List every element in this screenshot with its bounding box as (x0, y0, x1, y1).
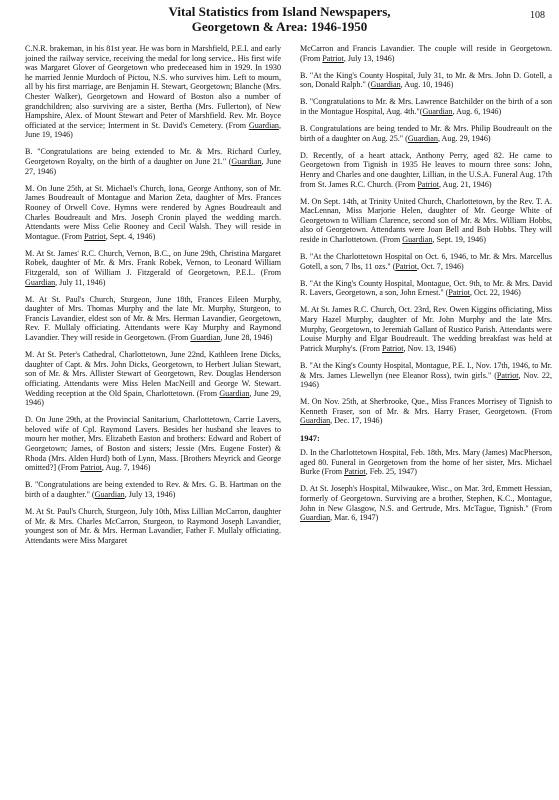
record-entry (25, 147, 281, 176)
entry-text: B. "Congratulations are being extended to Mr. & Mrs. Richard Curley, Georgetown Royalty, on the birth of a daughter on June 21." ( (25, 147, 281, 167)
entry-text: B. "At the King's County Hospital, Montague, P.E. I., Nov. 17th, 1946, to Mr. & Mrs. James Llewellyn (nee Eleanor Ross), twin girls." ( (300, 360, 552, 380)
entry-text: McCarron and Francis Lavandier. The couple will reside in Georgetown. (From (300, 44, 552, 63)
entry-text: M. At St. James' R.C. Church, Vernon, B.C., on June 29th, Christina Margaret Robek, daughter of Mr. & Mrs. Frank Robek, Vernon, to Leonard William Fitzgerald, son of William J. Fitzgerald of Georgetown, P.E.I.. (From (25, 248, 281, 277)
record-entry (300, 124, 552, 143)
source-date: , June 29, 1946) (25, 388, 281, 408)
source-date: , Oct. 22, 1946) (469, 288, 521, 298)
record-entry (300, 279, 552, 298)
source-newspaper: Guardian (219, 388, 250, 398)
source-date: , Aug. 6, 1946) (452, 106, 502, 116)
entry-text: B. "At the King's County Hospital, July 31, to Mr. & Mrs. John D. Gotell, a son, Donald Ralph." ( (300, 70, 552, 90)
record-entry (300, 197, 552, 245)
record-entry (25, 44, 281, 140)
source-newspaper: Guardian (407, 133, 438, 143)
source-date: , Aug. 21, 1946) (438, 179, 492, 189)
page-number: 108 (530, 10, 545, 21)
source-newspaper: Patriot (322, 53, 344, 63)
page-header (0, 4, 559, 34)
entry-text: B. Congratulations are being tended to Mr. & Mrs. Philip Boudreault on the birth of a daughter on Aug. 25." ( (300, 124, 552, 143)
record-entry (300, 484, 552, 522)
record-entry (25, 507, 281, 545)
record-entry (25, 184, 281, 242)
entry-text: M. On Nov. 25th, at Sherbrooke, Que., Miss Frances Morrisey of Tignish to Kenneth Fraser, son of Mr. & Mrs. Harry Fraser, Georgetown. (From (300, 397, 552, 416)
source-date: , June 28, 1946) (220, 333, 273, 343)
record-entry (300, 97, 552, 116)
entry-text: B. "Congratulations to Mr. & Mrs. Lawrence Batchilder on the birth of a son in the Montague Hospital, Aug. 4th."( (300, 97, 552, 116)
source-date: , Oct. 7, 1946) (417, 261, 464, 271)
source-newspaper: Patriot (381, 343, 404, 353)
record-entry (300, 397, 552, 426)
entry-text: D. Recently, of a heart attack, Anthony Perry, aged 82. He came to Georgetown from Tignish in 1935 He leaves to mourn three sons: John, Henry and Charles and one daughter, Lillian, in the U.S.A. Funeral Aug. 17th from St. James R.C. Church. (From (300, 150, 552, 189)
source-date: , Mar. 6, 1947) (330, 513, 379, 523)
source-newspaper: Patriot (84, 231, 106, 241)
source-newspaper: Guardian (231, 157, 262, 167)
record-entry (300, 252, 552, 271)
record-entry (300, 361, 552, 390)
source-date: , Sept. 19, 1946) (432, 235, 486, 244)
source-newspaper: Guardian (190, 333, 221, 343)
source-newspaper: Patriot (448, 288, 470, 298)
entry-text: M. On June 25th, at St. Michael's Church, Iona, George Anthony, son of Mr. James Boudreault of Montague and Marion Zeta, daughter of Mrs. Frances Rooney of Orwell Cove. Hymns were rendered by Agnes Boudreault and Charles Boudreault and Mrs. Joseph Cronin played the wedding march. Attendants were Miss Celie Rooney and Cecil Walsh. They will reside in Montague. (From (25, 183, 281, 241)
right-column (300, 44, 552, 530)
left-column (25, 44, 281, 553)
record-entry (300, 151, 552, 189)
entry-text: D. At St. Joseph's Hospital, Milwaukee, Wisc., on Mar. 3rd, Emmett Hessian, formerly of Georgetown. Surviving are a brother, Stephen, K.C., Montague, John in New Glasgow, N.S. and Gertrude, Mrs. McTague, Tignish." (From (300, 484, 552, 513)
source-newspaper: Patriot (80, 463, 102, 473)
entry-text: B. "At the King's County Hospital, Montague, Oct. 9th, to Mr. & Mrs. David R. Lavers, Georgetown, a son, John Ernest." ( (300, 278, 552, 298)
entry-text: B. "Congratulations are being extended to Rev. & Mrs. G. B. Hartman on the birth of a daughter." ( (25, 480, 281, 499)
entry-text: D. In the Charlottetown Hospital, Feb. 18th, Mrs. Mary (James) MacPherson, aged 80. Funeral in Georgetown from the home of her sister, Mrs. Michael Burke (From (300, 448, 552, 477)
entry-text: C.N.R. brakeman, in his 81st year. He was born in Marshfield, P.E.I. and early joined the railway service, receiving the medal for long service.. His first wife was Margaret Glover of Georgetown who predeceased him in 1929. In 1930 he married Jennie Murdoch of Pictou, N.S. who survives him. Left to mourn, all by his first marriage, are Benjamin H. Stewart, Georgetown; Blanche (Mrs. Chester Walker), Georgetown and Howard of Boston also a number of grandchildren; also surviving are a sister, Bertha (Mrs. Fullerton), of New Hampshire, Alex. of Mount Stewart and Peter of Marshfield. Rev. Mr. Boyce officiated at the service; Interment in St. David's Cemetery. (From (25, 44, 281, 130)
source-newspaper: Guardian (422, 106, 453, 116)
source-date: , July 13, 1946) (343, 53, 395, 63)
source-newspaper: Guardian (25, 277, 56, 287)
record-entry (300, 448, 552, 477)
source-date: , June 27, 1946) (25, 157, 281, 176)
source-date: , Nov. 13, 1946) (403, 343, 457, 353)
source-newspaper: Guardian (370, 80, 401, 90)
source-newspaper: Patriot (496, 370, 519, 380)
source-newspaper: Guardian (300, 416, 331, 426)
source-date: , Aug. 29, 1946) (437, 133, 491, 143)
record-entry (300, 71, 552, 90)
source-newspaper: Guardian (94, 489, 125, 499)
record-entry (300, 44, 552, 63)
entry-text: M. At St. James R.C. Church, Oct. 23rd, Rev. Owen Kiggins officiating, Miss Mary Hazel Murphy, daughter of Mr. John Murphy and the late Mrs. Murphy, Georgetown, to Jeremiah Gallant of Rustico Parish. Attendants were Louise Murphy and Elgar Boudreault. The wedding breakfast was held at Patrick Murphy's. (From (300, 305, 552, 353)
record-entry (25, 249, 281, 287)
source-newspaper: Guardian (300, 513, 331, 523)
page-title-line2: Georgetown & Area: 1946-1950 (191, 19, 368, 34)
source-newspaper: Patriot (344, 467, 366, 477)
record-entry (300, 305, 552, 353)
source-date: , Aug. 10, 1946) (400, 80, 454, 90)
entry-text: M. On Sept. 14th, at Trinity United Church, Charlottetown, by the Rev. T. A. MacLennan, Miss Marjorie Helen, daughter of Mr. George White of Georgetown to William Clarence, second son of Mr. & Mrs. William Hobbs, also of Georgetown. Attendants were Joan Bell and Bob Hobbs. They will reside in Charlottetown. (From (300, 196, 552, 244)
source-newspaper: Patriot (417, 179, 439, 189)
source-newspaper: Guardian (248, 120, 279, 130)
source-date: , Nov. 22, 1946) (300, 370, 553, 390)
source-newspaper: Guardian (402, 235, 433, 244)
entry-text: M. At St. Paul's Church, Sturgeon, July 10th, Miss Lillian McCarron, daughter of Mr. & Mrs. Charles McCarron, Sturgeon, to Raymond Joseph Lavandier, youngest son of Mr. & Mrs. Herman Lavandier, Father F. Mullaly officiating. Attendants were Miss Margaret (25, 506, 281, 545)
entry-text: M. At St. Peter's Cathedral, Charlottetown, June 22nd, Kathleen Irene Dicks, daughter of Capt. & Mrs. John Dicks, Georgetown, to Herbert Julian Stewart, son of Mr. & Mrs. Allister Stewart of Georgetown, Rev. Douglas Henderson officiating. Attendants were Miss Helen MacNeill and George W. Stewart. Wedding reception at the Old Spain, Charlottetown. (From (25, 350, 281, 398)
source-date: , Sept. 4, 1946) (105, 231, 156, 241)
source-date: , July 13, 1946) (124, 489, 176, 499)
record-entry (25, 480, 281, 499)
source-date: , Aug. 7, 1946) (101, 463, 151, 473)
source-date: , June 19, 1946) (25, 120, 281, 140)
source-date: , Dec. 17, 1946) (330, 416, 383, 426)
source-date: , Feb. 25, 1947) (365, 467, 417, 477)
record-entry (25, 350, 281, 408)
entry-text: D. On June 29th, at the Provincial Sanitarium, Charlottetown, Carrie Lavers, beloved wife of Cpl. Raymond Lavers. Besides her husband she leaves to mourn her mother, Mrs. Elizabeth Easton and brothers: Edward and Robert of Georgetown; James, of Boston and sisters; Jessie (Mrs. Eugene Foster) & Rhoda (Mrs. Alden Hurd) both of Lynn, Mass. [Brothers Meyrick and George omitted?] (From (25, 415, 281, 473)
entry-text: B. "At the Charlottetown Hospital on Oct. 6, 1946, to Mr. & Mrs. Marcellus Gotell, a son, 7 lbs, 11 ozs." ( (300, 252, 552, 271)
year-heading: 1947: (300, 432, 320, 443)
record-entry (25, 415, 281, 473)
entry-text: M. At St. Paul's Church, Sturgeon, June 18th, Frances Eileen Murphy, daughter of Mrs. Thomas Murphy and the late Mr. Murphy, Sturgeon, to Francis Lavandier, eldest son of Mr. & Mrs. Herman Lavandier, Georgetown, Rev. F. Mullaly officiating. Attendants were Kay Murphy and Raymond Lavandier. They will reside in Georgetown. (From (25, 294, 281, 343)
record-entry (25, 295, 281, 343)
source-newspaper: Patriot (395, 261, 417, 271)
source-date: , July 11, 1946) (55, 277, 106, 287)
page-title-line1: Vital Statistics from Island Newspapers, (168, 4, 391, 19)
